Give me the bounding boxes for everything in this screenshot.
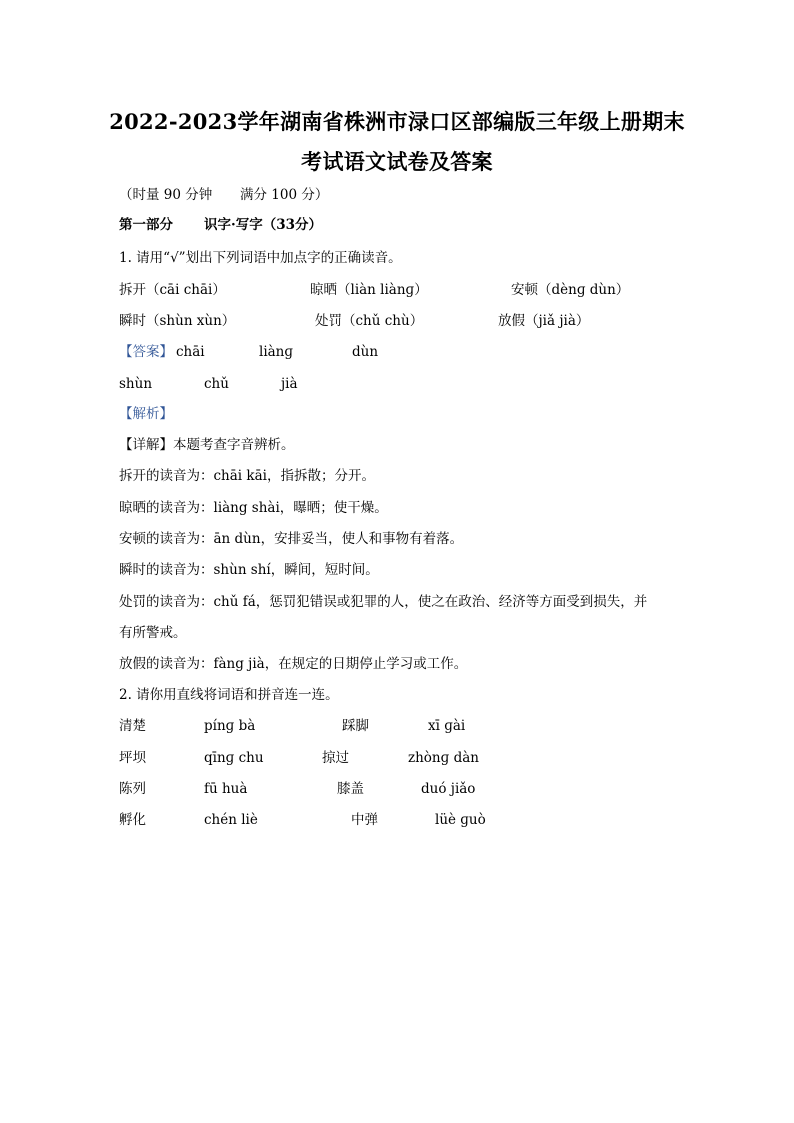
- exam-score: 满分 100 分）: [240, 187, 329, 203]
- answer-1: chāi: [176, 344, 205, 360]
- exam-time: （时量 90 分钟: [119, 187, 213, 203]
- answer-4: shùn: [119, 376, 153, 392]
- answer-3: dùn: [352, 344, 379, 360]
- q2-pinyin: xī ɡài: [428, 718, 466, 734]
- section-part: 第一部分: [119, 217, 173, 233]
- q2-pinyin: zhònɡ dàn: [408, 750, 479, 766]
- document-title-line-1: 2022-2023学年湖南省株洲市渌口区部编版三年级上册期末: [109, 109, 685, 134]
- question-1-prompt: 1. 请用“√”划出下列词语中加点字的正确读音。: [119, 250, 402, 266]
- document-title-line-2: 考试语文试卷及答案: [301, 149, 493, 174]
- answer-label: 【答案】: [119, 344, 173, 360]
- q1-item-chaikai: 拆开（cāi chāi）: [119, 282, 226, 298]
- q2-pinyin: pínɡ bà: [204, 718, 256, 734]
- q2-word: 陈列: [119, 781, 146, 797]
- q2-word: 坪坝: [119, 750, 146, 766]
- answer-6: jià: [281, 376, 298, 392]
- q1-item-chufa: 处罚（chǔ chù）: [315, 313, 424, 329]
- q2-pinyin: duó jiǎo: [421, 781, 476, 797]
- explanation-line: 拆开的读音为：chāi kāi，指拆散；分开。: [119, 468, 375, 484]
- q2-word: 踩脚: [342, 718, 369, 734]
- answer-5: chǔ: [204, 376, 229, 392]
- explanation-line: 晾晒的读音为：liàng shài，曝晒；使干燥。: [119, 500, 388, 516]
- explanation-line: 放假的读音为：fàng jià，在规定的日期停止学习或工作。: [119, 656, 468, 672]
- q1-item-liangshai: 晾晒（liàn liànɡ）: [310, 282, 428, 298]
- explanation-line: 处罚的读音为：chǔ fá，惩罚犯错误或犯罪的人，使之在政治、经济等方面受到损失，并: [119, 594, 648, 610]
- q2-pinyin: chén liè: [204, 812, 258, 828]
- q2-word: 清楚: [119, 718, 146, 734]
- explanation-line: 瞬时的读音为：shùn shí，瞬间，短时间。: [119, 562, 379, 578]
- q1-item-fangjia: 放假（jiǎ jià）: [498, 313, 590, 329]
- q2-word: 中弹: [351, 812, 378, 828]
- explanation-line: 安顿的读音为：ān dùn，安排妥当，使人和事物有着落。: [119, 531, 464, 547]
- q2-word: 孵化: [119, 812, 146, 828]
- q2-word: 掠过: [322, 750, 349, 766]
- q1-item-andun: 安顿（dènɡ dùn）: [511, 282, 630, 298]
- analysis-label: 【解析】: [119, 406, 173, 422]
- explanation-line: 有所警戒。: [119, 625, 187, 641]
- q2-pinyin: qīnɡ chu: [204, 750, 264, 766]
- q2-pinyin: fū huà: [204, 781, 248, 797]
- section-name: 识字·写字（33分）: [204, 217, 322, 233]
- question-2-prompt: 2. 请你用直线将词语和拼音连一连。: [119, 687, 339, 703]
- detail-text: 【详解】本题考查字音辨析。: [119, 437, 295, 453]
- q2-word: 膝盖: [337, 781, 364, 797]
- q1-item-shunshi: 瞬时（shùn xùn）: [119, 313, 236, 329]
- q2-pinyin: lüè ɡuò: [435, 812, 486, 828]
- answer-2: liànɡ: [259, 344, 294, 360]
